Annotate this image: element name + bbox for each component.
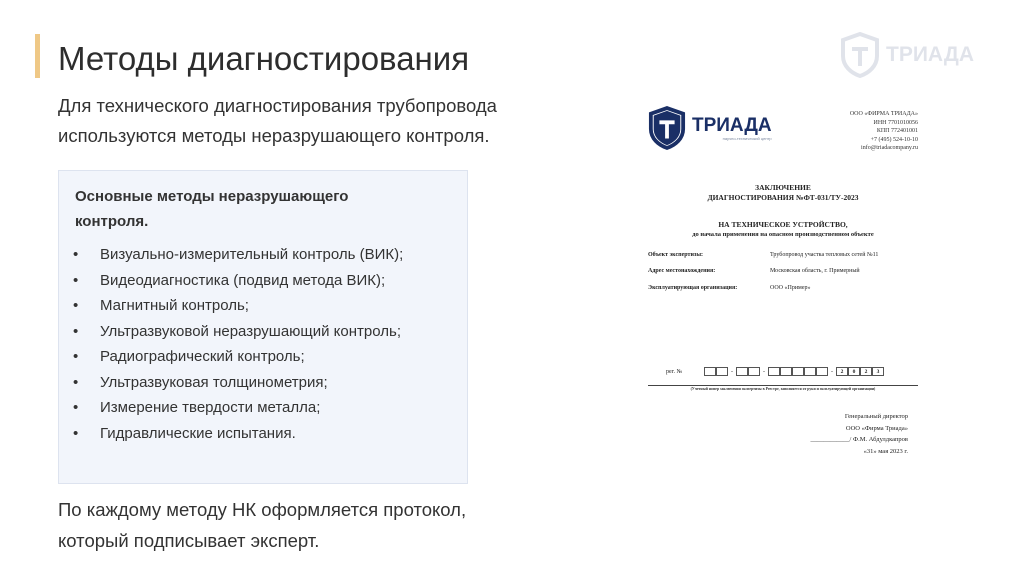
title-accent-bar [35, 34, 40, 78]
company-line: info@triadacompany.ru [861, 145, 918, 152]
list-item [73, 242, 403, 268]
bullet: • [73, 271, 79, 289]
subject-line: НА ТЕХНИЧЕСКОЕ УСТРОЙСТВО, [718, 220, 848, 229]
reg-year-digit: 0 [848, 367, 860, 376]
intro-text [58, 91, 497, 151]
outro-text [58, 494, 466, 556]
registration-boxes [704, 367, 884, 376]
signature-line: Генеральный директор [844, 413, 908, 420]
reg-box [792, 367, 804, 376]
conclusion-title [628, 183, 938, 203]
field-value: Московская область, г. Примерный [770, 268, 860, 274]
company-line: КПП 772401001 [876, 128, 918, 135]
bullet: • [73, 373, 79, 391]
methods-panel [58, 170, 468, 484]
shield-t-logo-icon [648, 106, 686, 150]
document-preview [628, 88, 938, 472]
reg-year-digit: 2 [860, 367, 872, 376]
method-label: Ультразвуковой неразрушающий контроль; [100, 322, 401, 340]
method-label: Ультразвуковая толщинометрия; [100, 373, 328, 391]
field-value: Трубопровод участка тепловых сетей №11 [770, 252, 879, 258]
registration-note: (Учетный номер заключения экспертизы в Реестре, заполняется от руки и эксплуатирующей организации) [690, 387, 876, 391]
reg-box [704, 367, 716, 376]
company-line: ООО «ФИРМА ТРИАДА» [849, 111, 918, 117]
conclusion-line: ДИАГНОСТИРОВАНИЯ №ФТ-031/ТУ-2023 [707, 193, 859, 202]
list-item [73, 268, 403, 294]
registration-underline [648, 385, 918, 386]
intro-line: используются методы неразрушающего контроля. [58, 125, 490, 146]
outro-line: По каждому методу НК оформляется протокол, [58, 499, 467, 520]
bullet: • [73, 399, 79, 416]
reg-dash: - [763, 368, 765, 375]
list-item [73, 421, 403, 447]
watermark-name: ТРИАДА [886, 43, 974, 66]
bullet: • [73, 322, 79, 340]
reg-box [816, 367, 828, 376]
reg-box [716, 367, 728, 376]
reg-year-digit: 3 [872, 367, 884, 376]
methods-heading-line: контроля. [75, 213, 149, 230]
document-logo-subtitle: научно-технический центр [722, 135, 772, 141]
methods-heading-line: Основные методы неразрушающего [75, 188, 349, 205]
reg-box [780, 367, 792, 376]
list-item [73, 293, 403, 319]
reg-box [748, 367, 760, 376]
method-label: Радиографический контроль; [100, 348, 305, 365]
bullet: • [73, 246, 79, 263]
list-item [73, 395, 403, 421]
shield-t-logo-icon [840, 32, 880, 78]
signature-block [811, 411, 908, 457]
field-label: Эксплуатирующая организация: [648, 285, 738, 291]
method-label: Измерение твердости металла; [100, 399, 321, 416]
field-label: Объект экспертизы: [648, 252, 704, 258]
list-item [73, 344, 403, 370]
bullet: • [73, 297, 79, 314]
bullet: • [73, 424, 79, 442]
reg-year-digit: 2 [836, 367, 848, 376]
bullet: • [73, 348, 79, 365]
signature-line: ____________/ Ф.М. Абдулдкапров [810, 436, 908, 443]
signature-line: «31» мая 2023 г. [863, 447, 908, 455]
company-line: +7 (495) 524-10-10 [870, 136, 918, 143]
reg-dash: - [831, 368, 833, 375]
reg-box [804, 367, 816, 376]
field-label: Адрес местонахождения: [648, 268, 716, 274]
method-label: Магнитный контроль; [100, 297, 249, 314]
conclusion-line: ЗАКЛЮЧЕНИЕ [755, 183, 811, 192]
intro-line: Для технического диагностирования трубопровода [58, 95, 497, 116]
subject-line: до начала применения на опасном производственном объекте [692, 231, 874, 238]
company-details [850, 110, 918, 153]
document-logo [648, 106, 772, 150]
reg-box [736, 367, 748, 376]
registration-label: рег. № [666, 369, 683, 375]
watermark-logo [840, 32, 974, 78]
page-title: Методы диагностирования [58, 40, 470, 77]
field-value: ООО «Пример» [770, 285, 811, 291]
document-logo-name: ТРИАДА [692, 114, 772, 136]
signature-line: ООО «Фирма Триада» [845, 424, 908, 432]
reg-box [768, 367, 780, 376]
methods-heading [75, 184, 375, 234]
method-label: Гидравлические испытания. [100, 424, 296, 442]
method-label: Визуально-измерительный контроль (ВИК); [100, 246, 404, 263]
method-label: Видеодиагностика (подвид метода ВИК); [100, 271, 386, 289]
list-item [73, 370, 403, 396]
conclusion-subject [628, 220, 938, 240]
reg-dash: - [731, 368, 733, 375]
list-item [73, 319, 403, 345]
outro-line: который подписывает эксперт. [58, 530, 320, 551]
methods-list [73, 242, 403, 446]
company-line: ИНН 7701010056 [873, 119, 918, 126]
